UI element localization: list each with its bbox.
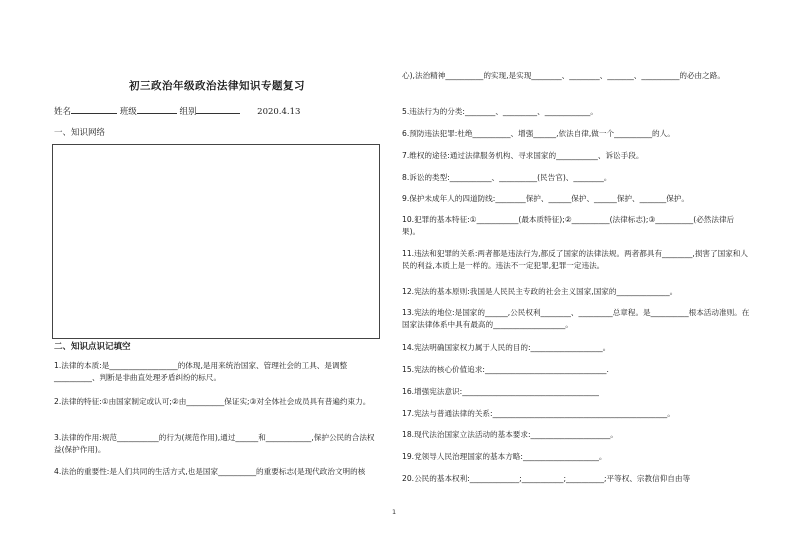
class-blank[interactable] [137, 104, 177, 114]
question-6: 6.预防违法犯罪:杜绝__________、增强______,依法自律,做一个__________的人。 [402, 129, 675, 138]
question-20: 20.公民的基本权利:_____________;___________;__________;平等权、宗教信仰自由等 [402, 474, 691, 483]
section-fill-in-blank: 二、知识点识记填空 [54, 342, 131, 352]
question-12: 12.宪法的基本原则:我国是人民民主专政的社会主义国家,国家的______________。 [402, 287, 678, 296]
section-knowledge-network: 一、知识网络 [54, 128, 106, 138]
name-label: 姓名 [54, 107, 72, 117]
student-info-line [54, 104, 300, 117]
name-blank[interactable] [71, 104, 117, 114]
question-2: 2.法律的特征:①由国家制定或认可;②由__________保证实;③对全体社会成员具有普遍约束力。 [54, 397, 371, 406]
question-18: 18.现代法治国家立法活动的基本要求:_____________________。 [402, 430, 618, 439]
question-16: 16.增强宪法意识:____________________________________ [402, 387, 599, 396]
document-title: 初三政治年级政治法律知识专题复习 [129, 80, 305, 92]
group-blank[interactable] [196, 104, 240, 114]
question-14: 14.宪法明确国家权力属于人民的目的:___________________。 [402, 343, 611, 352]
question-19: 19.党领导人民治理国家的基本方略:____________________。 [402, 452, 607, 461]
question-8: 8.诉讼的类型:___________、__________(民告官)、________。 [402, 173, 612, 182]
date-text: 2020.4.13 [257, 107, 301, 117]
question-17: 17.宪法与普通法律的关系:______________________________________________。 [402, 409, 675, 418]
class-label: 班级 [119, 107, 137, 117]
question-13: 13.宪法的地位:是国家的______,公民权利________、_________总章程。是__________根本活动准则。在国家法律体系中具有最高的___________________。 [402, 308, 750, 329]
question-15: 15.宪法的核心价值追求:________________________________. [402, 365, 609, 374]
question-5: 5.违法行为的分类:________、_________、____________。 [402, 107, 598, 116]
question-9: 9.保护未成年人的四道防线:________保护、______保护、______保护、_______保护。 [402, 194, 689, 203]
question-10: 10.犯罪的基本特征:①___________(最本质特征);②__________(法律标志);③__________(必然法律后果)。 [402, 215, 735, 236]
question-1: 1.法律的本质:是__________________的体现,是用来统治国家、管理社会的工具、是调整__________、判断是非曲直处理矛盾纠纷的标尺。 [54, 361, 348, 382]
group-label: 组别 [179, 107, 197, 117]
question-3: 3.法律的作用:规范___________的行为(规范作用),通过______和____________,保护公民的合法权益(保护作用)。 [54, 433, 375, 454]
question-4: 4.法治的重要性:是人们共同的生活方式,也是国家__________的重要标志(是现代政治文明的核 [54, 467, 366, 476]
question-11: 11.违法和犯罪的关系:两者都是违法行为,都反了国家的法律法规。两者都具有________,损害了国家和人民的利益,本质上是一样的。违法不一定犯罪,犯罪一定违法。 [402, 249, 748, 270]
question-4-continued: 心),法治精神__________的实现,是实现________、________、_______、__________的必由之路。 [402, 71, 725, 80]
page-number: 1 [392, 508, 397, 516]
question-7: 7.维权的途径:通过法律服务机构、寻求国家的___________、诉讼手段。 [402, 151, 644, 160]
knowledge-network-box[interactable] [52, 144, 380, 339]
